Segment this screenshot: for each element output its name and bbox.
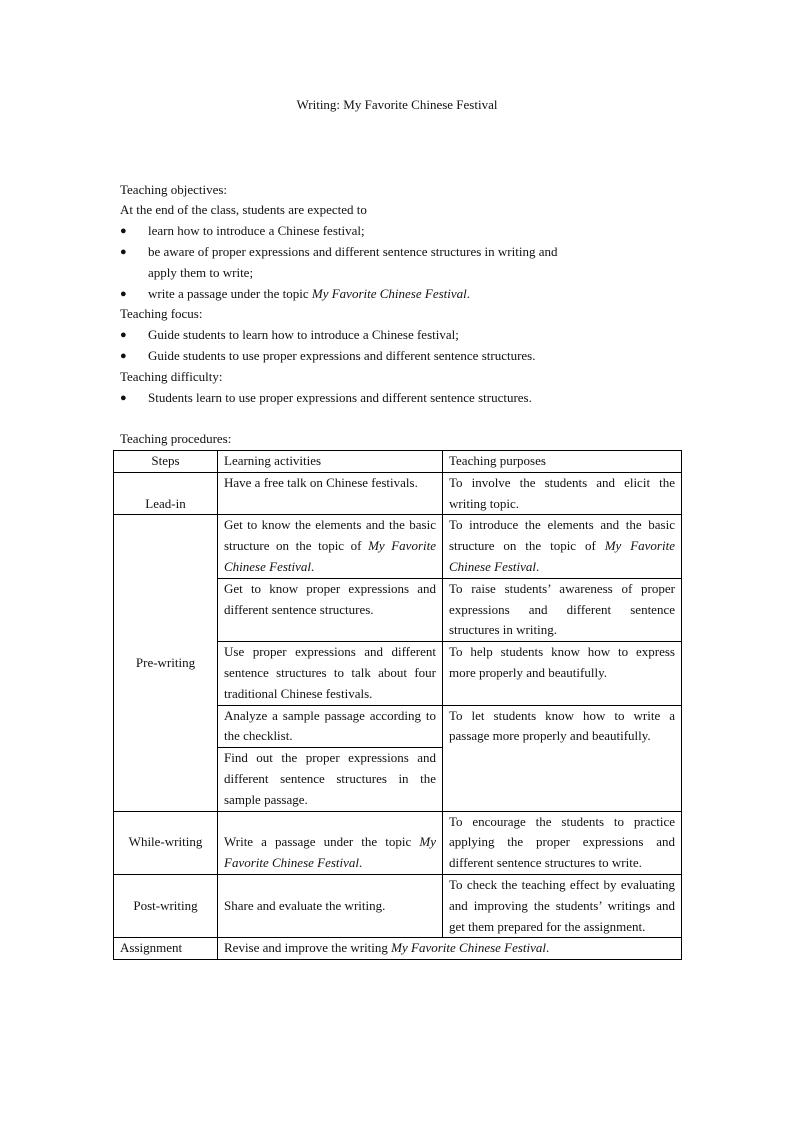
header-teaching-purposes: Teaching purposes — [443, 451, 682, 473]
activity-cell: Share and evaluate the writing. — [218, 874, 443, 937]
purpose-cell: To let students know how to write a passage more properly and beautifully. — [443, 705, 682, 811]
table-header-row — [114, 451, 682, 473]
activity-cell: Revise and improve the writing My Favorite Chinese Festival. — [218, 938, 682, 960]
step-post-writing: Post-writing — [114, 874, 218, 937]
focus-item: Guide students to learn how to introduce a Chinese festival; — [148, 327, 459, 342]
objective-item: learn how to introduce a Chinese festival; — [148, 223, 365, 238]
activity-cell: Get to know the elements and the basic structure on the topic of My Favorite Chinese Festival. — [218, 515, 443, 578]
difficulty-item: Students learn to use proper expressions and different sentence structures. — [148, 390, 532, 405]
header-steps: Steps — [114, 451, 218, 473]
objectives-intro: At the end of the class, students are expected to — [120, 202, 367, 217]
objective-item: be aware of proper expressions and different sentence structures in writing and — [148, 244, 558, 259]
topic-italic: My Favorite Chinese Festival — [224, 538, 436, 574]
focus-item: Guide students to use proper expressions and different sentence structures. — [148, 348, 536, 363]
purpose-cell: To help students know how to express more properly and beautifully. — [443, 642, 682, 705]
table-row — [114, 938, 682, 960]
purpose-cell: To encourage the students to practice applying the proper expressions and different sentence structures to write. — [443, 811, 682, 874]
table-row — [114, 472, 682, 515]
header-learning-activities: Learning activities — [218, 451, 443, 473]
objective-item-continued: apply them to write; — [148, 265, 254, 280]
table-row — [114, 811, 682, 874]
bullet-icon: ● — [120, 392, 127, 404]
bullet-icon: ● — [120, 329, 127, 341]
topic-italic: My Favorite Chinese Festival — [224, 834, 436, 871]
activity-cell: Have a free talk on Chinese festivals. — [218, 472, 443, 515]
bullet-icon: ● — [120, 246, 127, 258]
activity-cell: Find out the proper expressions and different sentence structures in the sample passage. — [218, 748, 443, 811]
topic-italic: My Favorite Chinese Festival — [311, 286, 467, 301]
purpose-cell: To check the teaching effect by evaluating and improving the students’ writings and get them prepared for the assignment. — [443, 874, 682, 937]
purpose-cell: To introduce the elements and the basic structure on the topic of My Favorite Chinese Festival. — [443, 515, 682, 578]
step-assignment: Assignment — [114, 938, 218, 960]
bullet-icon: ● — [120, 288, 127, 300]
bullet-icon: ● — [120, 225, 127, 237]
topic-italic: My Favorite Chinese Festival — [449, 538, 675, 574]
bullet-icon: ● — [120, 350, 127, 362]
objectives-heading: Teaching objectives: — [120, 182, 228, 197]
activity-cell: Use proper expressions and different sentence structures to talk about four traditional Chinese festivals. — [218, 642, 443, 705]
activity-cell: Analyze a sample passage according to the checklist. — [218, 705, 443, 748]
activity-cell: Write a passage under the topic My Favorite Chinese Festival. — [218, 811, 443, 874]
procedures-table — [113, 450, 682, 960]
purpose-cell: To raise students’ awareness of proper expressions and different sentence structures in writing. — [443, 578, 682, 641]
activity-cell: Get to know proper expressions and different sentence structures. — [218, 578, 443, 641]
page-title: Writing: My Favorite Chinese Festival — [296, 97, 498, 112]
difficulty-heading: Teaching difficulty: — [120, 369, 223, 384]
topic-italic: My Favorite Chinese Festival — [391, 940, 547, 956]
step-pre-writing: Pre-writing — [114, 515, 218, 811]
focus-heading: Teaching focus: — [120, 306, 203, 321]
objective-item: write a passage under the topic My Favorite Chinese Festival. — [148, 286, 471, 301]
step-while-writing: While-writing — [114, 811, 218, 874]
table-row — [114, 874, 682, 937]
procedures-heading: Teaching procedures: — [120, 431, 232, 446]
table-row — [114, 515, 682, 578]
purpose-cell: To involve the students and elicit the writing topic. — [443, 472, 682, 515]
step-lead-in: Lead-in — [114, 472, 218, 515]
